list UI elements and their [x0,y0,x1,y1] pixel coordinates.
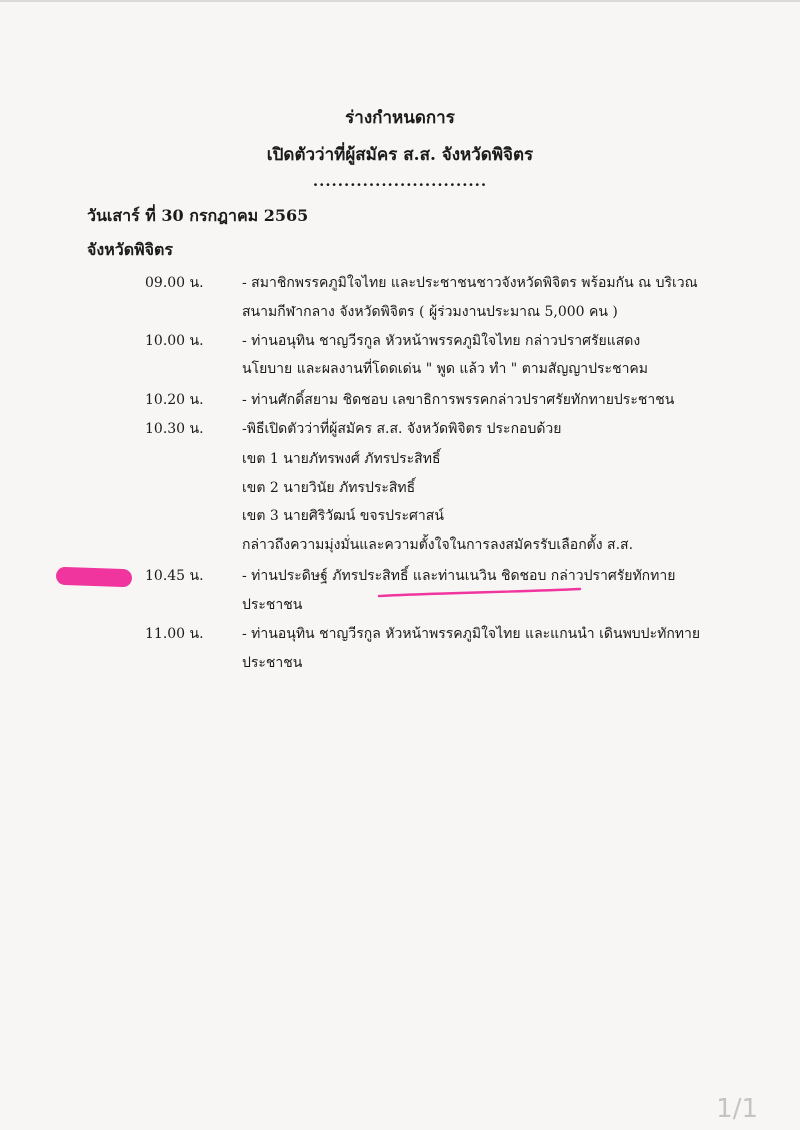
schedule-line: สนามกีฬากลาง จังหวัดพิจิตร ( ผู้ร่วมงานประมาณ 5,000 คน ) [242,304,618,320]
title-separator: ............................ [312,172,488,190]
schedule-time: 09.00 น. [145,275,204,291]
document-subtitle: เปิดตัวว่าที่ผู้สมัคร ส.ส. จังหวัดพิจิตร [266,145,534,165]
schedule-line: ประชาชน [242,655,303,671]
schedule-line: - ท่านอนุทิน ชาญวีรกูล หัวหน้าพรรคภูมิใจไทย กล่าวปราศรัยแสดง [242,333,641,349]
schedule-line: เขต 1 นายภัทรพงศ์ ภัทรประสิทธิ์ [242,451,441,467]
schedule-time: 10.45 น. [145,568,204,584]
highlight-mark [56,567,133,588]
schedule-line: กล่าวถึงความมุ่งมั่นและความตั้งใจในการลงสมัครรับเลือกตั้ง ส.ส. [242,537,634,553]
schedule-line: นโยบาย และผลงานที่โดดเด่น " พูด แล้ว ทำ " ตามสัญญาประชาคม [242,361,649,377]
event-province: จังหวัดพิจิตร [87,240,174,259]
schedule-line: เขต 2 นายวินัย ภัทรประสิทธิ์ [242,480,416,496]
highlight-underline [376,585,586,601]
schedule-time: 10.30 น. [145,421,204,437]
schedule-time: 11.00 น. [145,626,204,642]
event-date: วันเสาร์ ที่ 30 กรกฎาคม 2565 [87,206,309,225]
schedule-line: เขต 3 นายศิริวัฒน์ ขจรประศาสน์ [242,508,444,524]
schedule-line: - ท่านอนุทิน ชาญวีรกูล หัวหน้าพรรคภูมิใจไทย และแกนนำ เดินพบปะทักทาย [242,626,701,642]
schedule-time: 10.20 น. [145,392,204,408]
schedule-line: - สมาชิกพรรคภูมิใจไทย และประชาชนชาวจังหวัดพิจิตร พร้อมกัน ณ บริเวณ [242,275,698,291]
page-indicator: 1/1 [716,1094,758,1124]
schedule-line: - ท่านประดิษฐ์ ภัทรประสิทธิ์ และท่านเนวิน ชิดชอบ กล่าวปราศรัยทักทาย [242,568,676,584]
schedule-line: ประชาชน [242,597,303,613]
document-title: ร่างกำหนดการ [345,108,455,128]
schedule-line: -พิธีเปิดตัวว่าที่ผู้สมัคร ส.ส. จังหวัดพิจิตร ประกอบด้วย [242,421,562,437]
schedule-line: - ท่านศักดิ์สยาม ชิดชอบ เลขาธิการพรรคกล่าวปราศรัยทักทายประชาชน [242,392,675,408]
schedule-time: 10.00 น. [145,333,204,349]
